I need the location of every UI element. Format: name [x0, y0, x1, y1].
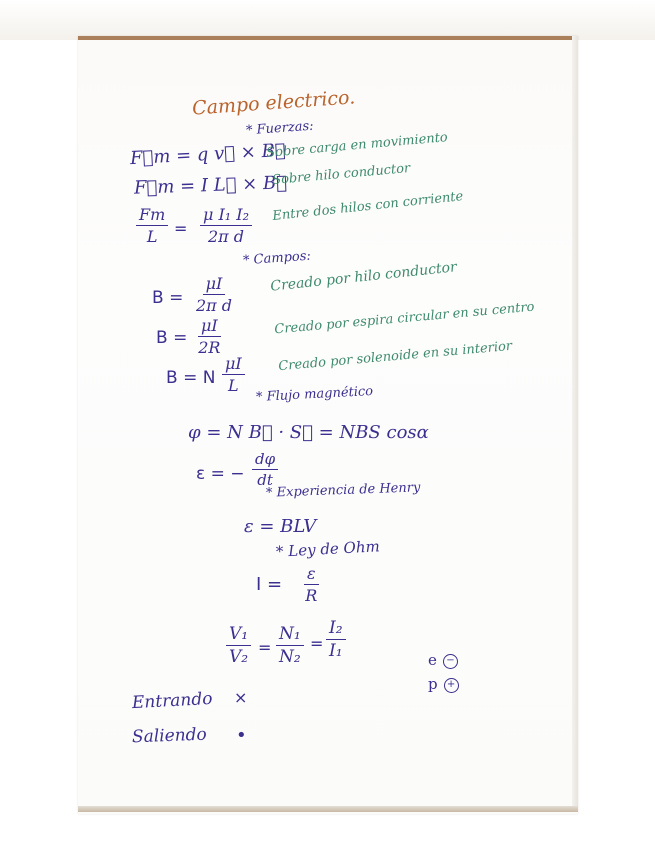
fraction-numerator: ε — [304, 566, 319, 585]
note-two-wires: Entre dos hilos con corriente — [271, 189, 464, 224]
page-bottom-edge — [78, 806, 578, 812]
fraction-faraday — [252, 452, 278, 488]
note-lorentz-charge: Sobre carga en movimiento — [265, 130, 449, 161]
fraction-denominator: I₁ — [329, 641, 343, 661]
equals-sign: = — [310, 634, 324, 653]
formula-flux: φ = N B⃗ · S⃗ = NBS cosα — [188, 422, 429, 443]
fraction-two-wires — [200, 207, 252, 245]
formula-force-wire: F⃗m = I L⃗ × B⃗ — [133, 172, 288, 199]
field-lhs: B = — [156, 328, 188, 348]
fraction-denominator: N₂ — [279, 647, 301, 667]
fraction-denominator: 2π d — [196, 296, 233, 315]
note-field-loop: Creado por espira circular en su centro — [273, 299, 536, 338]
fraction-denominator: 2π d — [208, 227, 245, 246]
charge-electron — [428, 653, 458, 669]
charge-proton — [428, 677, 459, 693]
fraction-turns-ratio — [276, 626, 304, 666]
fraction-denominator: R — [305, 586, 318, 605]
fraction-numerator: N₁ — [276, 626, 304, 646]
direction-in-label: Entrando — [131, 688, 213, 714]
field-lhs: B = N — [166, 368, 216, 388]
dot-icon: • — [236, 725, 247, 746]
fraction-numerator: μI — [198, 318, 221, 337]
fraction-ohm — [304, 566, 319, 604]
fraction-denominator: 2R — [198, 338, 221, 357]
fraction-field-loop — [198, 318, 221, 356]
formula-lorentz-charge: F⃗m = q v⃗ × B⃗ — [129, 139, 287, 170]
fraction-numerator: μI — [222, 356, 245, 375]
note-field-wire: Creado por hilo conductor — [269, 259, 458, 295]
fraction-numerator: μI — [203, 276, 226, 295]
fraction-field-solenoid — [222, 356, 245, 394]
cross-icon: × — [234, 688, 248, 707]
fraction-numerator: Fm — [136, 207, 168, 226]
fraction-numerator: V₁ — [226, 626, 251, 646]
fraction-numerator: μ I₁ I₂ — [200, 207, 252, 226]
equals-sign: = — [174, 219, 188, 238]
fraction-numerator: dφ — [252, 452, 278, 470]
section-campos: * Campos: — [242, 248, 312, 269]
fraction-current-ratio — [326, 620, 346, 660]
note-force-wire: Sobre hilo conductor — [271, 160, 411, 189]
section-fuerzas: * Fuerzas: — [245, 118, 315, 139]
fraction-numerator: I₂ — [326, 620, 346, 640]
section-ohm: * Ley de Ohm — [275, 537, 381, 561]
fem-lhs: ε = − — [196, 464, 245, 484]
fraction-voltage-ratio — [226, 626, 251, 666]
fraction-force-per-length — [136, 207, 168, 245]
fraction-denominator: L — [228, 376, 239, 395]
minus-circle-icon: − — [443, 654, 458, 669]
fraction-denominator: L — [146, 227, 158, 246]
section-flujo: * Flujo magnético — [255, 383, 374, 406]
fraction-denominator: dt — [257, 471, 273, 489]
charge-label: e — [428, 651, 437, 669]
charge-label: p — [428, 675, 438, 693]
section-henry: * Experiencia de Henry — [265, 480, 421, 501]
table-surface — [0, 0, 655, 40]
plus-circle-icon: + — [444, 678, 459, 693]
fraction-denominator: V₂ — [229, 647, 249, 667]
note-field-solenoid: Creado por solenoide en su interior — [277, 338, 513, 375]
equals-sign: = — [258, 638, 272, 657]
page-edge — [572, 36, 578, 810]
ohm-lhs: I = — [256, 574, 283, 595]
fraction-field-wire — [196, 276, 232, 314]
field-lhs: B = — [152, 288, 184, 308]
formula-henry: ε = BLV — [244, 516, 317, 537]
direction-out-label: Saliendo — [131, 724, 208, 748]
page-title: Campo electrico. — [191, 86, 356, 120]
